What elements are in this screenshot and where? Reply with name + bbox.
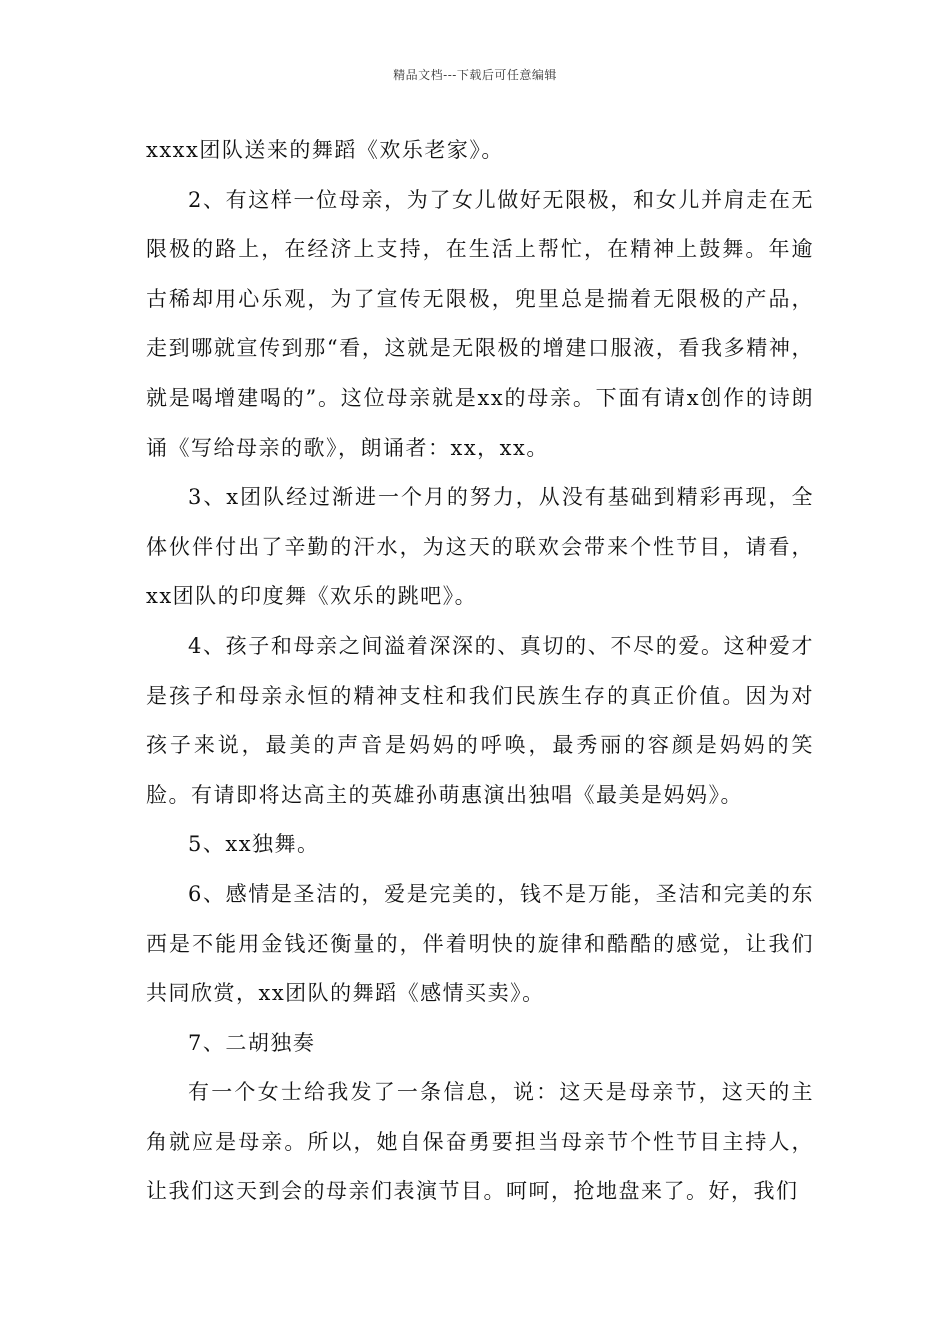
paragraph-5: 5、xx独舞。 (188, 832, 320, 857)
paragraph-6: 6、感情是圣洁的，爱是完美的，钱不是万能，圣洁和完美的东西是不能用金钱还衡量的，伴着明快的旋律和酷酷的感觉，让我们共同欣赏，xx团队的舞蹈《感情买卖》。 (146, 881, 814, 1006)
paragraph-8: 有一个女士给我发了一条信息，说：这天是母亲节，这天的主角就应是母亲。所以，她自保奋勇要担当母亲节个性节目主持人，让我们这天到会的母亲们表演节目。呵呵，抢地盘来了。好，我们 (146, 1080, 814, 1204)
paragraph-4: 4、孩子和母亲之间溢着深深的、真切的、不尽的爱。这种爱才是孩子和母亲永恒的精神支柱和我们民族生存的真正价值。因为对孩子来说，最美的声音是妈妈的呼唤，最秀丽的容颜是妈妈的笑脸。有请即将达高主的英雄孙萌惠演出独唱《最美是妈妈》。 (146, 633, 814, 807)
document-body (146, 126, 814, 1217)
paragraph-1: xxxx团队送来的舞蹈《欢乐老家》。 (146, 138, 504, 162)
paragraph-2: 2、有这样一位母亲，为了女儿做好无限极，和女儿并肩走在无限极的路上，在经济上支持，在生活上帮忙，在精神上鼓舞。年逾古稀却用心乐观，为了宣传无限极，兜里总是揣着无限极的产品，走到哪就宣传到那“看，这就是无限极的增建口服液，看我多精神，就是喝增建喝的”。这位母亲就是xx的母亲。下面有请x创作的诗朗诵《写给母亲的歌》，朗诵者：xx，xx。 (146, 187, 814, 460)
page-header: 精品文档---下载后可任意编辑 (393, 68, 557, 82)
paragraph-7: 7、二胡独奏 (188, 1030, 316, 1055)
paragraph-3: 3、x团队经过渐进一个月的努力，从没有基础到精彩再现，全体伙伴付出了辛勤的汗水，为这天的联欢会带来个性节目，请看，xx团队的印度舞《欢乐的跳吧》。 (146, 485, 814, 609)
